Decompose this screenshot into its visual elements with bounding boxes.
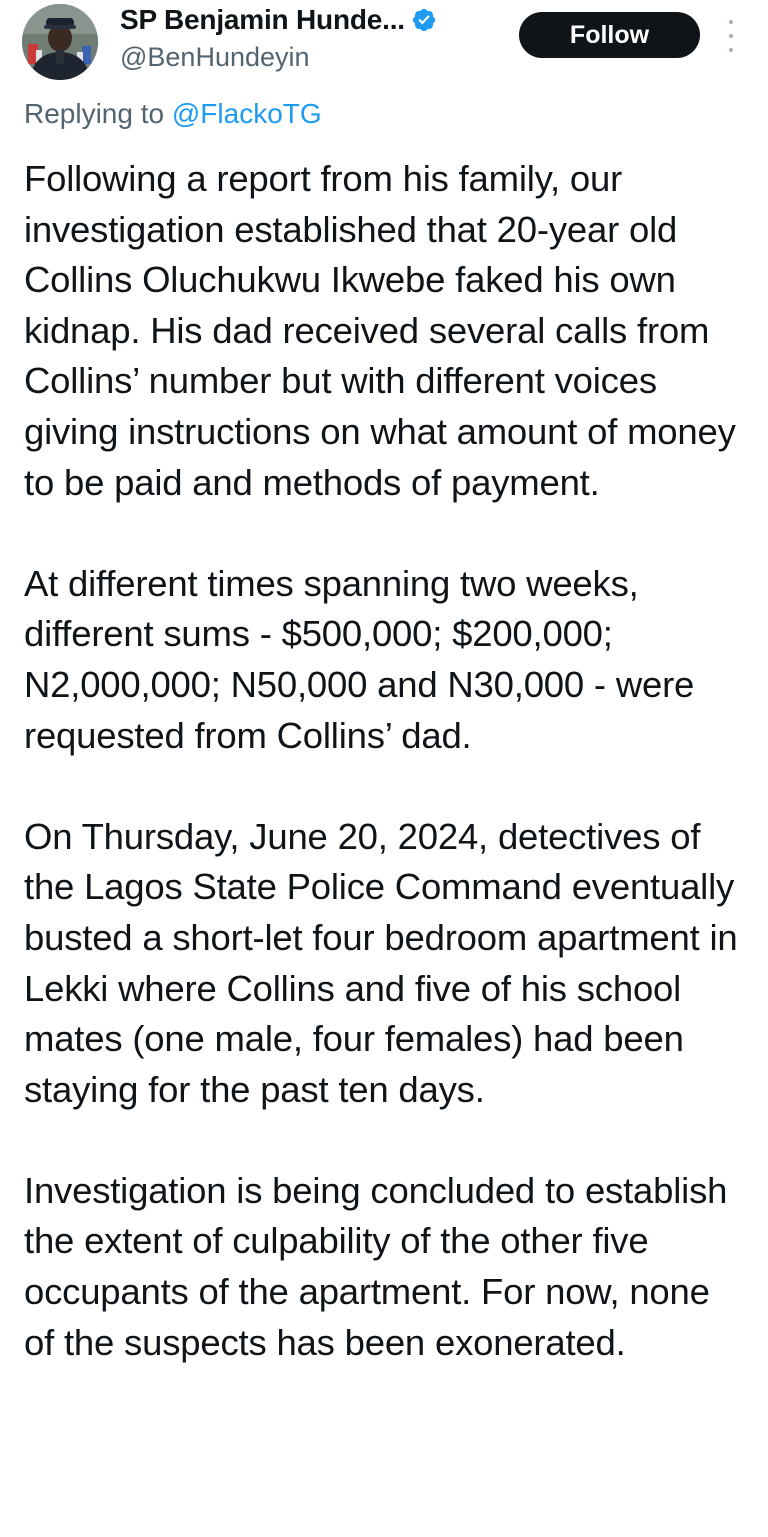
profile-photo-icon [22,4,98,80]
author-handle[interactable]: @BenHundeyin [120,42,310,72]
author-avatar[interactable] [22,4,98,80]
tweet-paragraph: Following a report from his family, our investigation established that 20-year old Collins Oluchukwu Ikwebe faked his own kidnap. His dad received several calls from Collins’ number but with different voices giving instructions on what amount of money to be paid and methods of payment. [24,158,736,503]
more-dot [729,20,733,24]
reply-mention-link[interactable]: @FlackoTG [171,98,322,129]
tweet-paragraph: On Thursday, June 20, 2024, detectives of the Lagos State Police Command eventually busted a short-let four bedroom apartment in Lekki where Collins and five of his school mates (one male, four females) had been staying for the past ten days. [24,815,738,1110]
tweet-paragraph: At different times spanning two weeks, different sums - $500,000; $200,000; N2,000,000; N50,000 and N30,000 - were requested from Collins’ dad. [24,562,695,756]
tweet-paragraph: Investigation is being concluded to establish the extent of culpability of the other five occupants of the apartment. For now, none of the suspects has been exonerated. [24,1169,728,1363]
more-dot [729,48,733,52]
author-display-name[interactable]: SP Benjamin Hunde... [120,4,405,35]
follow-button[interactable]: Follow [519,12,700,58]
author-name-row[interactable] [120,0,437,40]
verified-badge-icon [411,7,437,33]
more-vertical-icon[interactable] [722,20,740,52]
tweet-text [24,154,746,1368]
more-dot [729,34,733,38]
replying-to-line [24,98,322,130]
replying-to-label: Replying to [24,98,172,129]
